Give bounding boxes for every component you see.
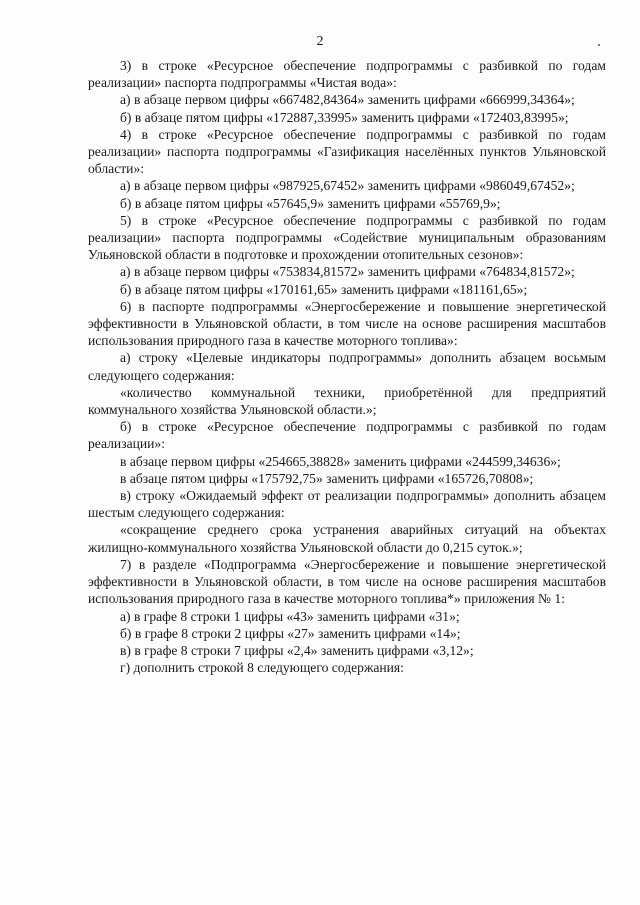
paragraph-item-5: 5) в строке «Ресурсное обеспечение подпрограммы с разбивкой по годам реализации» паспорта подпрограммы «Содействие муниципальным образованиям Ульяновской области в подготовке и прохождении отопительных сезонов»:	[88, 212, 606, 263]
paragraph-item-6b-fifth: в абзаце пятом цифры «175792,75» заменить цифрами «165726,70808»;	[120, 470, 534, 486]
page-number: 2	[316, 34, 324, 49]
paragraph-item-7: 7) в разделе «Подпрограмма «Энергосбережение и повышение энергетической эффективности в Ульяновской области, в том числе на основе расширения масштабов использования природного газа в качестве моторного топлива*» приложения № 1:	[88, 556, 606, 607]
paragraph-quote-emergency: «сокращение среднего срока устранения аварийных ситуаций на объектах жилищно-коммунального хозяйства Ульяновской области до 0,215 суток.»;	[88, 522, 606, 555]
paragraph-item-7b: б) в графе 8 строки 2 цифры «27» заменить цифрами «14»;	[120, 625, 461, 641]
paragraph-item-3: 3) в строке «Ресурсное обеспечение подпрограммы с разбивкой по годам реализации» паспорта подпрограммы «Чистая вода»:	[88, 58, 606, 91]
paragraph-quote-vehicles: «количество коммунальной техники, приобретённой для предприятий коммунального хозяйства Ульяновской области.»;	[88, 384, 606, 418]
paragraph-item-5b: б) в абзаце пятом цифры «170161,65» заменить цифрами «181161,65»;	[120, 281, 528, 297]
paragraph-item-4: 4) в строке «Ресурсное обеспечение подпрограммы с разбивкой по годам реализации» паспорта подпрограммы «Газификация населённых пунктов Ульяновской области»:	[88, 126, 606, 177]
paragraph-item-3b: б) в абзаце пятом цифры «172887,33995» заменить цифрами «172403,83995»;	[120, 109, 569, 125]
scan-speck	[598, 44, 600, 46]
paragraph-item-3a: а) в абзаце первом цифры «667482,84364» заменить цифрами «666999,34364»;	[120, 92, 575, 108]
paragraph-item-6b: б) в строке «Ресурсное обеспечение подпрограммы с разбивкой по годам реализации»:	[88, 419, 606, 452]
paragraph-item-6: 6) в паспорте подпрограммы «Энергосбережение и повышение энергетической эффективности в Ульяновской области, в том числе на основе расширения масштабов использования природного газа в качестве моторного топлива»:	[88, 298, 606, 349]
paragraph-item-6a: а) строку «Целевые индикаторы подпрограммы» дополнить абзацем восьмым следующего содержания:	[88, 350, 606, 383]
paragraph-item-5a: а) в абзаце первом цифры «753834,81572» заменить цифрами «764834,81572»;	[120, 264, 575, 280]
paragraph-item-4a: а) в абзаце первом цифры «987925,67452» заменить цифрами «986049,67452»;	[120, 178, 575, 194]
paragraph-item-6b-first: в абзаце первом цифры «254665,38828» заменить цифрами «244599,34636»;	[120, 453, 561, 469]
paragraph-item-4b: б) в абзаце пятом цифры «57645,9» заменить цифрами «55769,9»;	[120, 195, 501, 211]
paragraph-item-6v: в) строку «Ожидаемый эффект от реализации подпрограммы» дополнить абзацем шестым следующего содержания:	[88, 488, 606, 521]
paragraph-item-7v: в) в графе 8 строки 7 цифры «2,4» заменить цифрами «3,12»;	[120, 642, 474, 658]
paragraph-item-7a: а) в графе 8 строки 1 цифры «43» заменить цифрами «31»;	[120, 608, 460, 624]
document-body	[88, 57, 606, 676]
paragraph-item-7g: г) дополнить строкой 8 следующего содержания:	[120, 660, 404, 676]
